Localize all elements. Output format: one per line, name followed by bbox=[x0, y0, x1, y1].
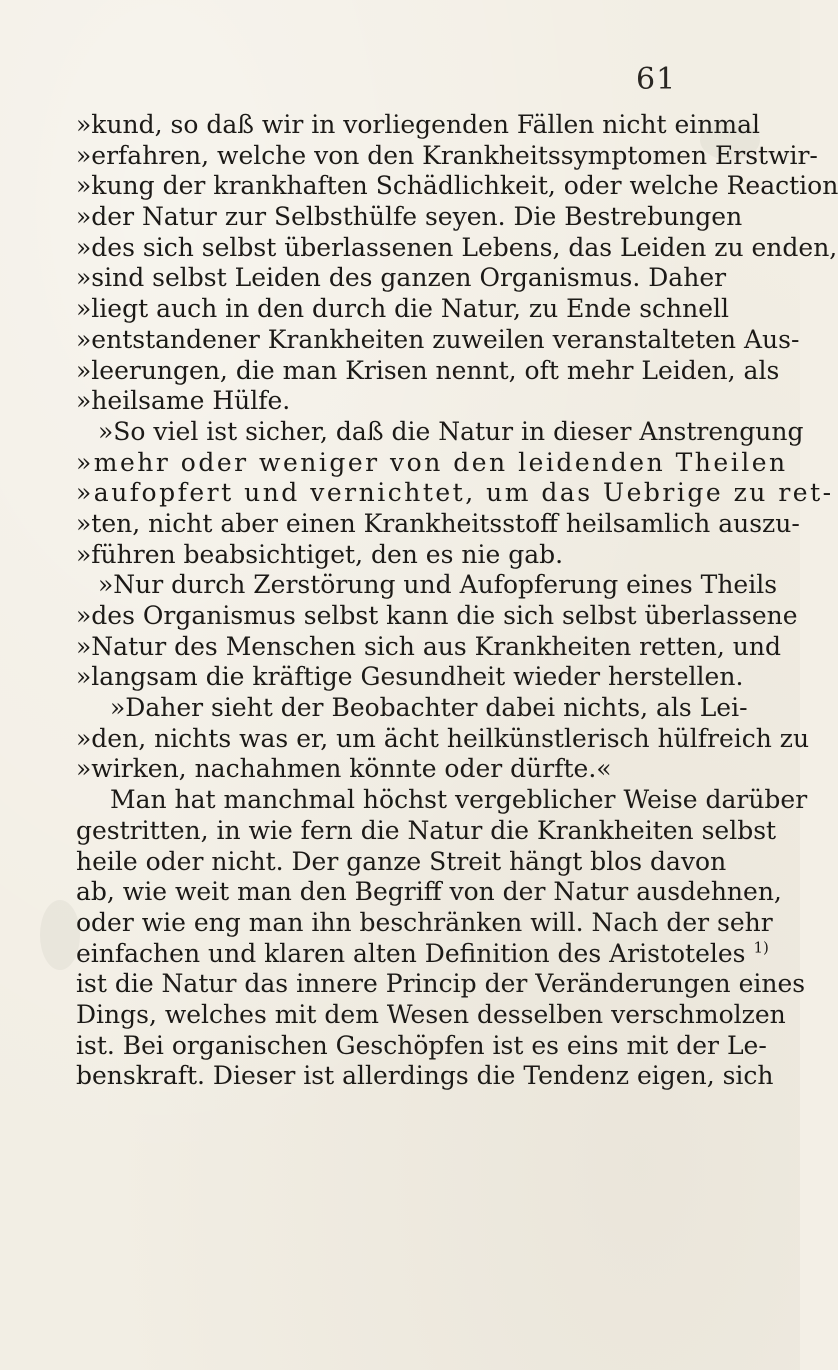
text-line-with-footnote bbox=[76, 938, 769, 970]
paragraph-5 bbox=[76, 785, 808, 1092]
text-line: »mehr oder weniger von den leidenden Theilen bbox=[76, 447, 788, 477]
text-line: »führen beabsichtiget, den es nie gab. bbox=[76, 539, 564, 569]
page-number: 61 bbox=[636, 62, 677, 97]
paragraph-3 bbox=[76, 570, 798, 693]
text-line: »kung der krankhaften Schädlichkeit, oder welche Reaction bbox=[76, 171, 838, 201]
text-line: »leerungen, die man Krisen nennt, oft mehr Leiden, als bbox=[76, 355, 780, 385]
paragraph-1 bbox=[76, 110, 838, 417]
paragraph-2 bbox=[76, 416, 834, 570]
text-line: »Daher sieht der Beobachter dabei nichts, als Lei- bbox=[110, 693, 748, 723]
text-line: »den, nichts was er, um ächt heilkünstlerisch hülfreich zu bbox=[76, 723, 810, 753]
text-line: ist. Bei organischen Geschöpfen ist es eins mit der Le- bbox=[76, 1030, 767, 1060]
paper-stain bbox=[40, 900, 80, 970]
text-line: gestritten, in wie fern die Natur die Krankheiten selbst bbox=[76, 815, 777, 845]
text-line: »entstandener Krankheiten zuweilen veranstalteten Aus- bbox=[76, 324, 800, 354]
text-line: »Natur des Menschen sich aus Krankheiten retten, und bbox=[76, 631, 782, 661]
text-line: »kund, so daß wir in vorliegenden Fällen nicht einmal bbox=[76, 110, 760, 139]
text-line: »Nur durch Zerstörung und Aufopferung eines Theils bbox=[98, 570, 778, 600]
text-line: ab, wie weit man den Begriff von der Natur ausdehnen, bbox=[76, 877, 782, 907]
text-line: »ten, nicht aber einen Krankheitsstoff heilsamlich auszu- bbox=[76, 508, 800, 538]
paragraph-4 bbox=[76, 693, 810, 785]
text-line: »sind selbst Leiden des ganzen Organismus. Daher bbox=[76, 263, 727, 293]
text-line: »wirken, nachahmen könnte oder dürfte.« bbox=[76, 754, 612, 784]
text-line: »erfahren, welche von den Krankheitssymptomen Erstwir- bbox=[76, 140, 818, 170]
text-line: »des Organismus selbst kann die sich selbst überlassene bbox=[76, 601, 798, 630]
text-line: oder wie eng man ihn beschränken will. Nach der sehr bbox=[76, 907, 773, 937]
text-line: »langsam die kräftige Gesundheit wieder herstellen. bbox=[76, 662, 744, 692]
text-line: »So viel ist sicher, daß die Natur in dieser Anstrengung bbox=[98, 416, 804, 446]
text-line: benskraft. Dieser ist allerdings die Tendenz eigen, sich bbox=[76, 1061, 774, 1091]
text-line: einfachen und klaren alten Definition des Aristoteles bbox=[76, 938, 746, 968]
text-line: »aufopfert und vernichtet, um das Uebrige zu ret- bbox=[76, 478, 834, 508]
text-line: ist die Natur das innere Princip der Veränderungen eines bbox=[76, 969, 806, 999]
text-line: »liegt auch in den durch die Natur, zu Ende schnell bbox=[76, 294, 730, 324]
text-line: Dings, welches mit dem Wesen desselben verschmolzen bbox=[76, 999, 786, 1029]
text-line: »der Natur zur Selbsthülfe seyen. Die Bestrebungen bbox=[76, 202, 743, 232]
text-line: »des sich selbst überlassenen Lebens, das Leiden zu enden, bbox=[76, 232, 838, 262]
body-text bbox=[76, 110, 838, 1092]
text-line: Man hat manchmal höchst vergeblicher Weise darüber bbox=[110, 785, 808, 815]
text-line: »heilsame Hülfe. bbox=[76, 386, 291, 416]
footnote-marker: 1) bbox=[753, 938, 769, 957]
text-line: heile oder nicht. Der ganze Streit hängt blos davon bbox=[76, 846, 727, 876]
